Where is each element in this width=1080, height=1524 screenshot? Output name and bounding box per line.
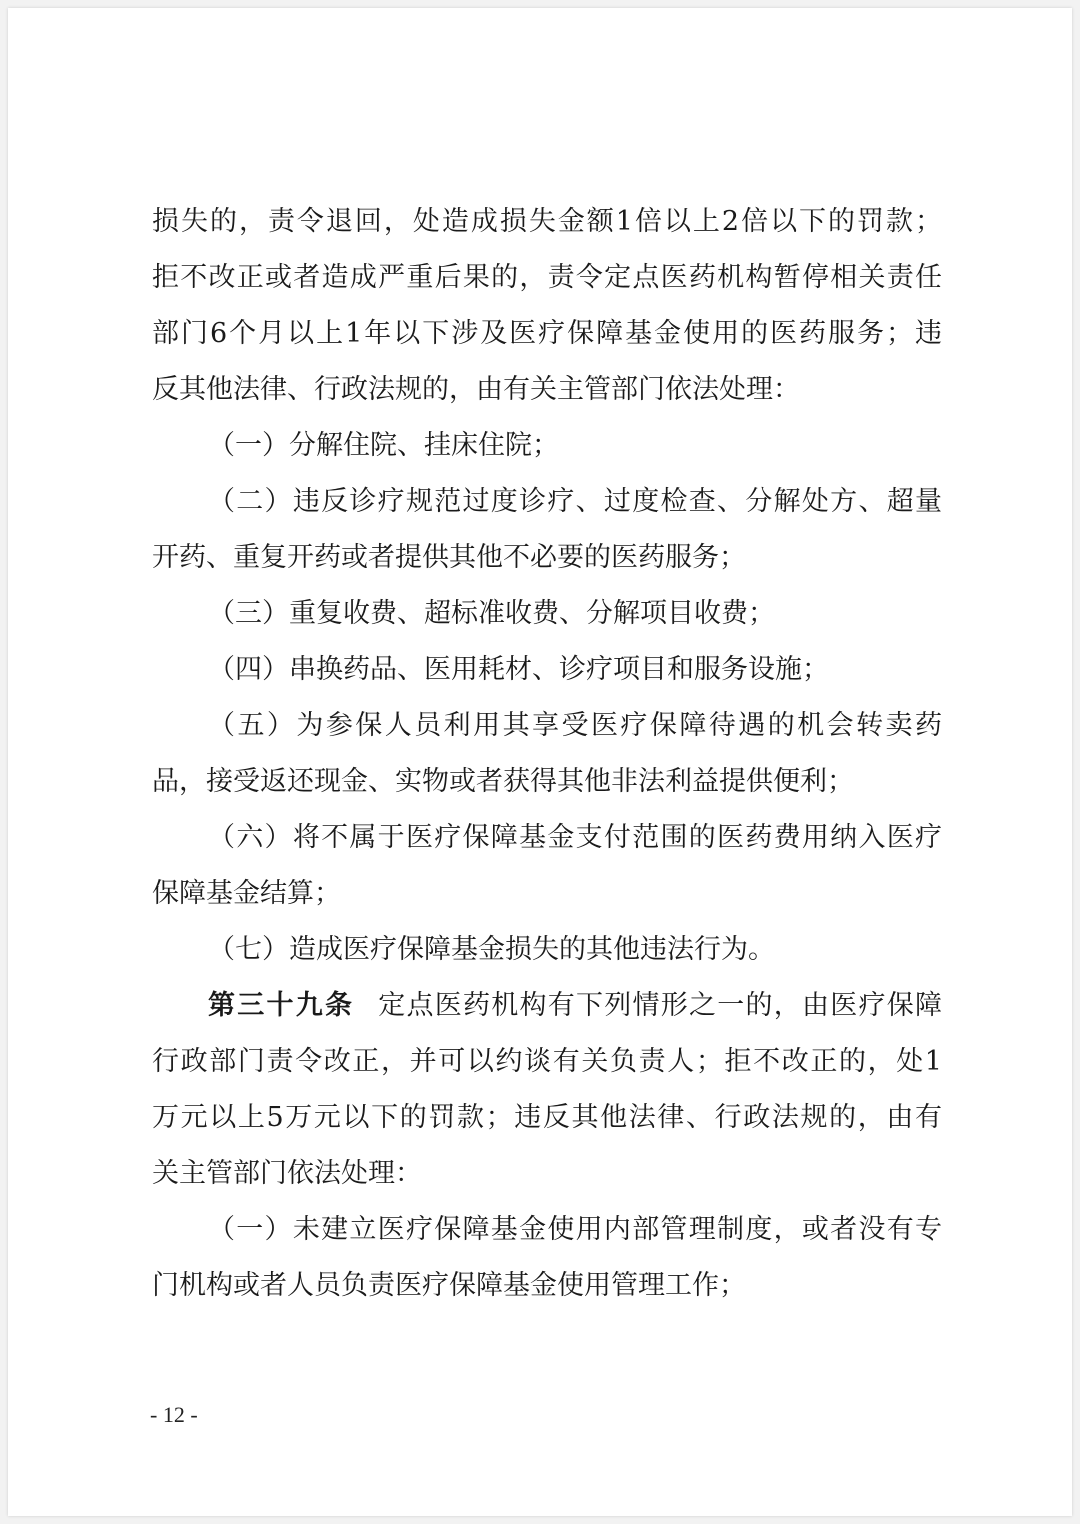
article-first-line xyxy=(152,978,942,1034)
text-line: 保障基金结算； xyxy=(152,878,341,909)
list-item: （五）为参保人员利用其享受医疗保障待遇的机会转卖药 xyxy=(208,710,942,741)
text-line: 损失的，责令退回，处造成损失金额1倍以上2倍以下的罚款； xyxy=(152,206,942,237)
article-heading: 第三十九条 xyxy=(208,990,355,1021)
list-item: （三）重复收费、超标准收费、分解项目收费； xyxy=(208,598,775,629)
list-item: （六）将不属于医疗保障基金支付范围的医药费用纳入医疗 xyxy=(208,822,942,853)
text-line: 开药、重复开药或者提供其他不必要的医药服务； xyxy=(152,542,746,573)
text-line: 品，接受返还现金、实物或者获得其他非法利益提供便利； xyxy=(152,766,854,797)
article-text: 定点医药机构有下列情形之一的，由医疗保障 xyxy=(378,990,942,1021)
text-line: 拒不改正或者造成严重后果的，责令定点医药机构暂停相关责任 xyxy=(152,262,942,293)
text-line: 万元以上5万元以下的罚款；违反其他法律、行政法规的，由有 xyxy=(152,1102,942,1133)
text-line: 门机构或者人员负责医疗保障基金使用管理工作； xyxy=(152,1270,746,1301)
list-item: （七）造成医疗保障基金损失的其他违法行为。 xyxy=(208,934,775,965)
list-item: （四）串换药品、医用耗材、诊疗项目和服务设施； xyxy=(208,654,829,685)
document-body xyxy=(152,194,942,1314)
list-item: （一）分解住院、挂床住院； xyxy=(208,430,559,461)
text-line: 关主管部门依法处理： xyxy=(152,1158,422,1189)
text-line: 部门6个月以上1年以下涉及医疗保障基金使用的医药服务；违 xyxy=(152,318,942,349)
list-item: （二）违反诊疗规范过度诊疗、过度检查、分解处方、超量 xyxy=(208,486,942,517)
text-line: 行政部门责令改正，并可以约谈有关负责人；拒不改正的，处1 xyxy=(152,1046,942,1077)
list-item: （一）未建立医疗保障基金使用内部管理制度，或者没有专 xyxy=(208,1214,942,1245)
page-number: - 12 - xyxy=(150,1402,198,1427)
text-line: 反其他法律、行政法规的，由有关主管部门依法处理： xyxy=(152,374,800,405)
